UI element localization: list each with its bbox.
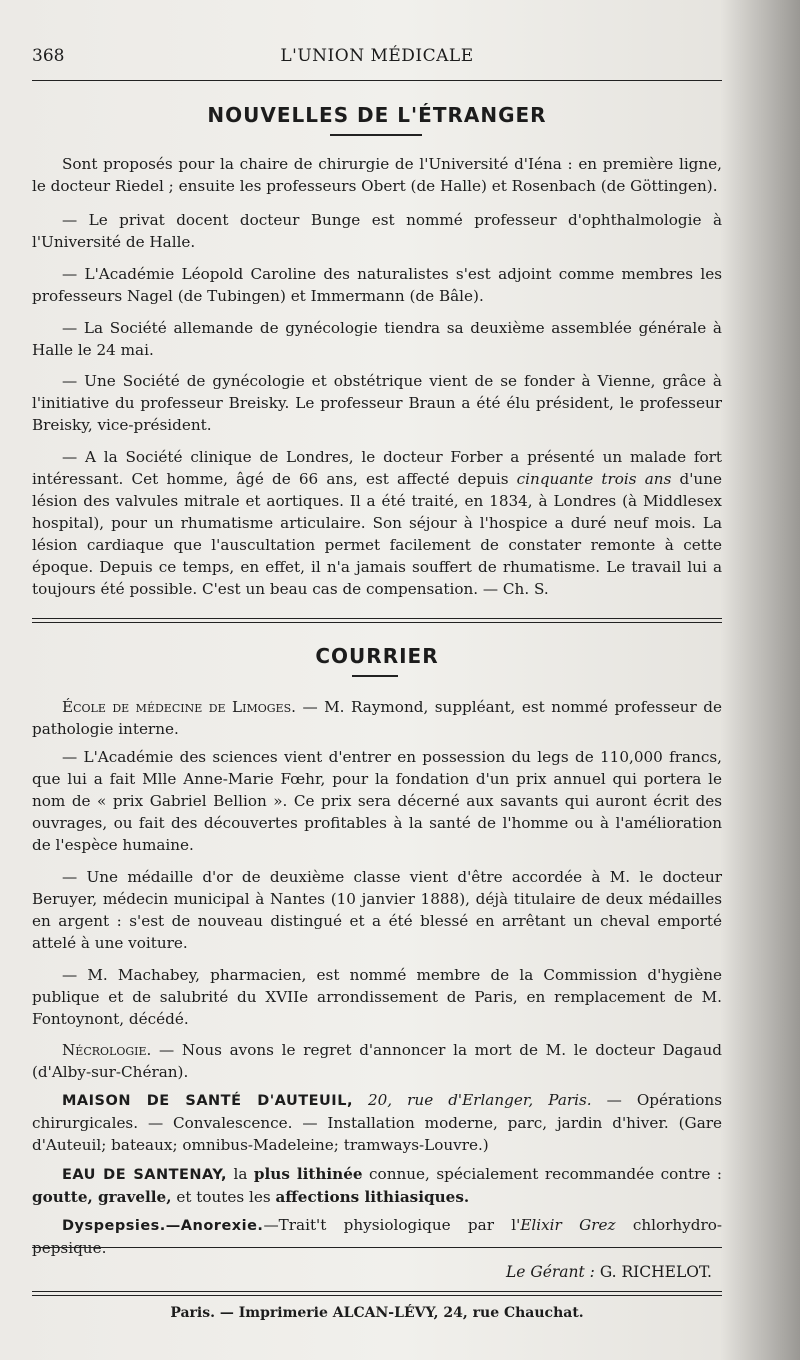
- journal-title: L'UNION MÉDICALE: [280, 46, 474, 66]
- printer-imprint: Paris. — Imprimerie ALCAN-LÉVY, 24, rue Chauchat.: [170, 1305, 584, 1321]
- paragraph-limoges: École de médecine de Limoges. — M. Raymond, suppléant, est nommé professeur de pathologie interne.: [32, 698, 722, 738]
- header-rule: [32, 80, 722, 81]
- ad-maison-de-sante: MAISON DE SANTÉ D'AUTEUIL, 20, rue d'Erlanger, Paris. — Opérations chirurgicales. — Convalescence. — Installation moderne, parc, jardin d'hiver. (Gare d'Auteuil; bateaux; omnibus-Madeleine; tramways-Louvre.): [32, 1091, 723, 1154]
- paragraph-academie-sciences: — L'Académie des sciences vient d'entrer en possession du legs de 110,000 francs, que lui a fait Mlle Anne-Marie Fœhr, pour la fondation d'un prix annuel qui portera le nom de « prix Gabriel Bellion ». Ce prix sera décerné aux savants qui auront écrit des ouvrages, ou fait des découvertes profitables à la santé de l'homme ou à l'amélioration de l'espèce humaine.: [32, 748, 722, 854]
- title-underline: [330, 134, 422, 136]
- paragraph-medaille: — Une médaille d'or de deuxième classe vient d'être accordée à M. le docteur Beruyer, médecin municipal à Nantes (10 janvier 1888), déjà titulaire de deux médailles en argent : s'est de nouveau distingué et a été blessé en arrêtant un cheval emporté attelé à une voiture.: [32, 868, 722, 952]
- paragraph-bunge: — Le privat docent docteur Bunge est nommé professeur d'ophthalmologie à l'Université de Halle.: [32, 211, 722, 251]
- footer-rule: [32, 1247, 722, 1248]
- imprint-rule: [32, 1291, 722, 1296]
- ad-eau-de-santenay: EAU DE SANTENAY, la plus lithinée connue, spécialement recommandée contre : goutte, gravelle, et toutes les affections lithiasiques.: [32, 1165, 722, 1206]
- paragraph-societe-allemande: — La Société allemande de gynécologie tiendra sa deuxième assemblée générale à Halle le 24 mai.: [32, 319, 722, 359]
- section-title-etranger: NOUVELLES DE L'ÉTRANGER: [207, 103, 547, 127]
- paragraph-academie-leopold: — L'Académie Léopold Caroline des naturalistes s'est adjoint comme membres les professeurs Nagel (de Tubingen) et Immermann (de Bâle).: [32, 265, 722, 305]
- paragraph-vienne: — Une Société de gynécologie et obstétrique vient de se fonder à Vienne, grâce à l'initiative du professeur Breisky. Le professeur Braun a été élu président, le professeur Breisky, vice-président.: [32, 372, 722, 434]
- page-header: [32, 46, 722, 74]
- paragraph-londres: — A la Société clinique de Londres, le docteur Forber a présenté un malade fort intéressant. Cet homme, âgé de 66 ans, est affecté depuis cinquante trois ans d'une lésion des valvules mitrale et aortiques. Il a été traité, en 1834, à Londres (à Middlesex hospital), pour un rhumatisme articulaire. Son séjour à l'hospice a duré neuf mois. La lésion cardiaque que l'auscultation permet facilement de constater remonte à cette époque. Depuis ce temps, en effet, il n'a jamais souffert de rhumatisme. Le travail lui a toujours été possible. C'est un beau cas de compensation. — Ch. S.: [32, 448, 722, 598]
- paragraph-necrologie: Nécrologie. — Nous avons le regret d'annoncer la mort de M. le docteur Dagaud (d'Alby-sur-Chéran).: [32, 1041, 722, 1081]
- page-number: 368: [32, 46, 65, 66]
- section-divider: [32, 618, 722, 623]
- gerant-signature: Le Gérant : G. RICHELOT.: [505, 1263, 712, 1281]
- paragraph-iena: Sont proposés pour la chaire de chirurgie de l'Université d'Iéna : en première ligne, le docteur Riedel ; ensuite les professeurs Obert (de Halle) et Rosenbach (de Göttingen).: [32, 155, 722, 195]
- ad-dyspepsies: Dyspepsies.—Anorexie.—Trait't physiologique par l'Elixir Grez chlorhydro-pepsique.: [32, 1216, 722, 1257]
- section-title-courrier: COURRIER: [315, 644, 439, 668]
- title-underline: [352, 675, 398, 677]
- paragraph-machabey: — M. Machabey, pharmacien, est nommé membre de la Commission d'hygiène publique et de salubrité du XVIIe arrondissement de Paris, en remplacement de M. Fontoynont, décédé.: [32, 966, 722, 1028]
